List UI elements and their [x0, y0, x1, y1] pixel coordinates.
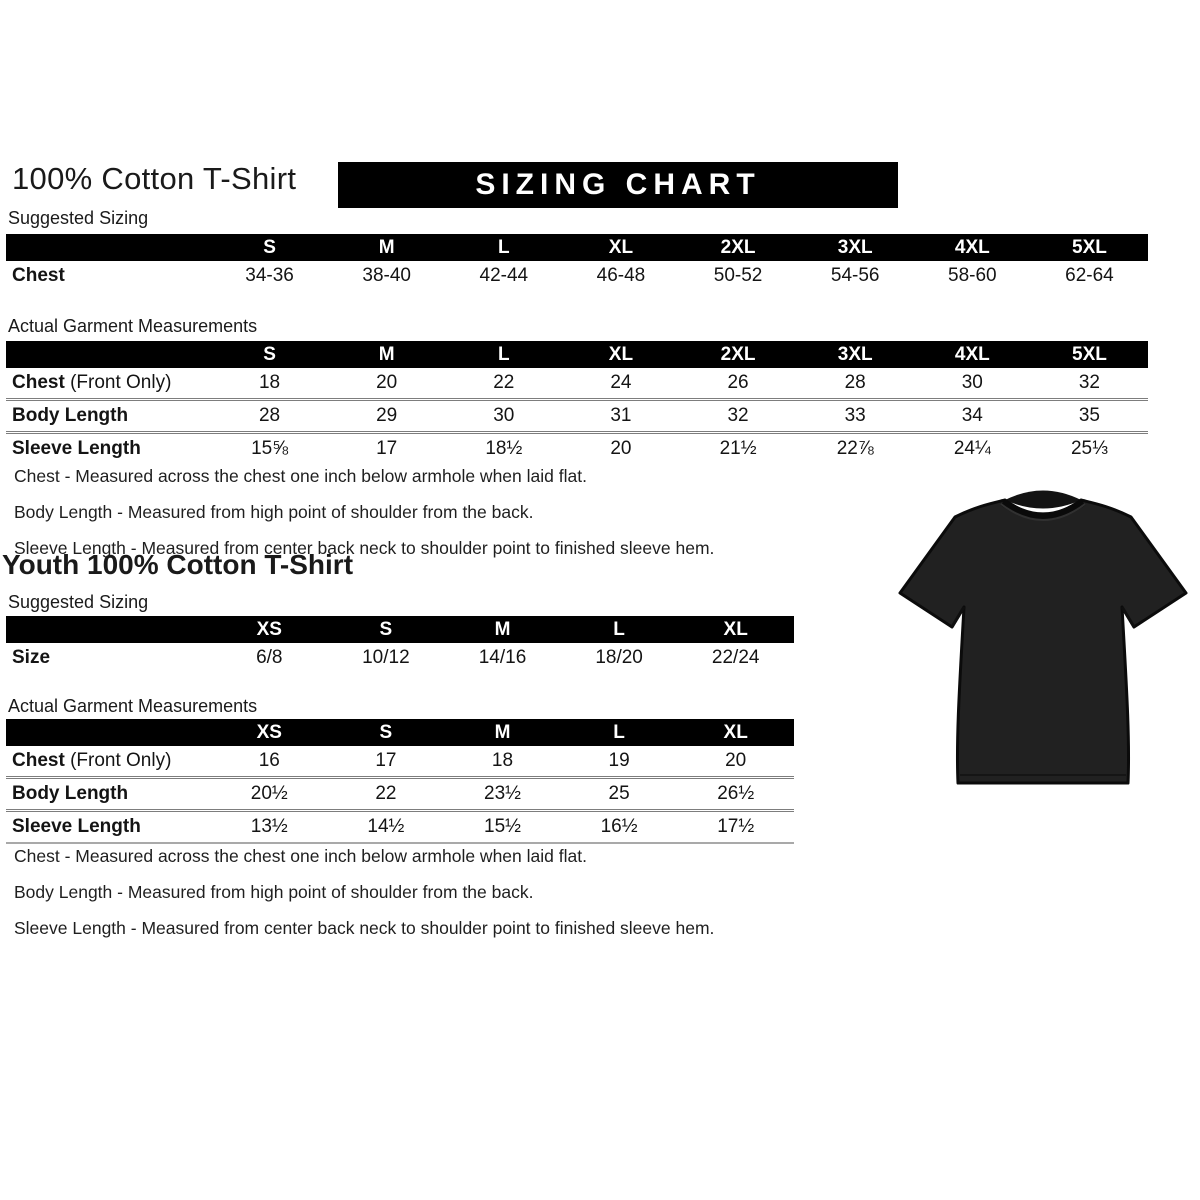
- row-label: Size: [12, 647, 51, 668]
- table-header-cell: XL: [723, 721, 748, 743]
- table-header-cell: L: [498, 343, 510, 365]
- table-header-cell: XS: [256, 618, 282, 640]
- table-cell: 24¼: [953, 438, 991, 459]
- table-cell: 6/8: [256, 647, 283, 668]
- note-line: Body Length - Measured from high point of shoulder from the back.: [14, 882, 534, 902]
- table-cell: 10/12: [362, 647, 410, 668]
- youth-suggested-sizing-label: Suggested Sizing: [8, 592, 149, 612]
- table-cell: 17½: [717, 816, 755, 837]
- table-cell: 22/24: [711, 647, 760, 668]
- table-cell: 15½: [484, 816, 521, 837]
- page-title: 100% Cotton T-Shirt: [12, 161, 297, 196]
- adult-actual-measurements-table: [6, 341, 1148, 464]
- youth-actual-measurements-table: [6, 719, 794, 844]
- table-cell: 30: [961, 372, 983, 393]
- table-cell: 17: [375, 750, 397, 771]
- table-cell: 62-64: [1065, 265, 1114, 286]
- note-line: Sleeve Length - Measured from center back neck to shoulder point to finished sleeve hem.: [14, 918, 715, 938]
- table-cell: 13½: [250, 816, 288, 837]
- table-header-cell: M: [378, 236, 395, 258]
- table-cell: 14/16: [478, 647, 527, 668]
- sizing-chart-banner: [338, 162, 898, 208]
- table-header-cell: XL: [723, 618, 748, 640]
- table-cell: 22: [493, 372, 515, 393]
- table-cell: 54-56: [830, 265, 880, 286]
- table-cell: 22: [375, 783, 397, 804]
- table-cell: 18/20: [595, 647, 643, 668]
- table-cell: 29: [376, 405, 398, 426]
- table-header-cell: 5XL: [1072, 343, 1107, 365]
- table-header-cell: S: [379, 721, 393, 743]
- adult-suggested-sizing-label: Suggested Sizing: [8, 208, 149, 228]
- table-cell: 30: [493, 405, 515, 426]
- table-header-row: [6, 719, 794, 746]
- table-cell: 20½: [250, 783, 288, 804]
- table-cell: 31: [610, 405, 632, 426]
- table-header-cell: 3XL: [837, 236, 873, 258]
- table-cell: 25⅓: [1070, 438, 1108, 459]
- table-cell: 38-40: [362, 265, 411, 286]
- table-cell: 46-48: [596, 265, 646, 286]
- table-cell: 42-44: [479, 265, 529, 286]
- table-cell: 20: [725, 750, 747, 771]
- table-header-cell: 2XL: [720, 236, 756, 258]
- table-cell: 16½: [600, 816, 638, 837]
- table-cell: 21½: [719, 438, 757, 459]
- tshirt-image: [893, 472, 1193, 810]
- table-cell: 18: [491, 750, 514, 771]
- table-header-cell: L: [613, 721, 625, 743]
- table-header-row: [6, 616, 794, 643]
- youth-measurement-notes: [14, 838, 714, 946]
- row-label: Body Length: [12, 405, 129, 426]
- adult-suggested-sizing-table: [6, 234, 1148, 291]
- table-header-cell: 4XL: [954, 236, 990, 258]
- table-cell: 24: [610, 372, 632, 393]
- table-cell: 35: [1078, 405, 1100, 426]
- table-cell: 26½: [717, 783, 755, 804]
- table-header-cell: L: [613, 618, 625, 640]
- table-cell: 18½: [485, 438, 523, 459]
- row-label: Chest: [12, 265, 65, 286]
- table-cell: 32: [727, 405, 749, 426]
- table-header-cell: 5XL: [1072, 236, 1107, 258]
- table-cell: 28: [258, 405, 281, 426]
- youth-suggested-sizing-table: [6, 616, 794, 673]
- table-header-cell: 4XL: [954, 343, 990, 365]
- table-cell: 25: [608, 783, 630, 804]
- note-line: Chest - Measured across the chest one inch below armhole when laid flat.: [14, 846, 587, 866]
- table-header-cell: S: [379, 618, 393, 640]
- table-cell: 26: [727, 372, 749, 393]
- row-label: Chest (Front Only): [12, 372, 172, 393]
- table-header-cell: M: [494, 618, 511, 640]
- banner-label: SIZING CHART: [475, 168, 761, 201]
- table-header-row: [6, 234, 1148, 261]
- adult-actual-measurements-label: Actual Garment Measurements: [8, 316, 258, 336]
- table-cell: 20: [610, 438, 632, 459]
- table-cell: 19: [608, 750, 630, 771]
- table-cell: 32: [1078, 372, 1100, 393]
- table-cell: 20: [376, 372, 398, 393]
- table-row: [6, 261, 1148, 291]
- table-cell: 34-36: [245, 265, 294, 286]
- row-label: Sleeve Length: [12, 438, 141, 459]
- table-cell: 14½: [367, 816, 405, 837]
- table-header-cell: L: [498, 236, 510, 258]
- table-header-cell: M: [494, 721, 511, 743]
- table-row: [6, 776, 794, 809]
- table-row: [6, 746, 794, 776]
- table-row: [6, 643, 794, 673]
- table-cell: 28: [844, 372, 866, 393]
- youth-actual-measurements-label: Actual Garment Measurements: [8, 696, 258, 716]
- table-cell: 23½: [484, 783, 521, 804]
- table-header-cell: XS: [256, 721, 282, 743]
- table-header-cell: 3XL: [837, 343, 873, 365]
- table-header-cell: XL: [608, 236, 634, 258]
- table-header-cell: S: [263, 236, 276, 258]
- note-line: Body Length - Measured from high point of shoulder from the back.: [14, 502, 534, 522]
- table-cell: 34: [961, 405, 983, 426]
- table-header-cell: XL: [608, 343, 634, 365]
- youth-section-title: Youth 100% Cotton T-Shirt: [2, 549, 354, 580]
- table-row: [6, 368, 1148, 398]
- row-label: Body Length: [12, 783, 129, 804]
- table-cell: 18: [258, 372, 281, 393]
- row-label: Chest (Front Only): [12, 750, 172, 771]
- table-row: [6, 398, 1148, 431]
- table-cell: 50-52: [713, 265, 763, 286]
- table-header-cell: 2XL: [720, 343, 756, 365]
- note-line: Sleeve Length - Measured from center back neck to shoulder point to finished sleeve hem.: [14, 538, 715, 558]
- table-header-cell: M: [378, 343, 395, 365]
- table-cell: 16: [258, 750, 280, 771]
- table-header-row: [6, 341, 1148, 368]
- table-cell: 22⅞: [836, 438, 874, 459]
- table-cell: 17: [376, 438, 398, 459]
- row-label: Sleeve Length: [12, 816, 141, 837]
- note-line: Chest - Measured across the chest one inch below armhole when laid flat.: [14, 466, 587, 486]
- table-cell: 15⅝: [251, 438, 289, 459]
- table-header-cell: S: [263, 343, 276, 365]
- table-cell: 58-60: [948, 265, 997, 286]
- table-cell: 33: [844, 405, 866, 426]
